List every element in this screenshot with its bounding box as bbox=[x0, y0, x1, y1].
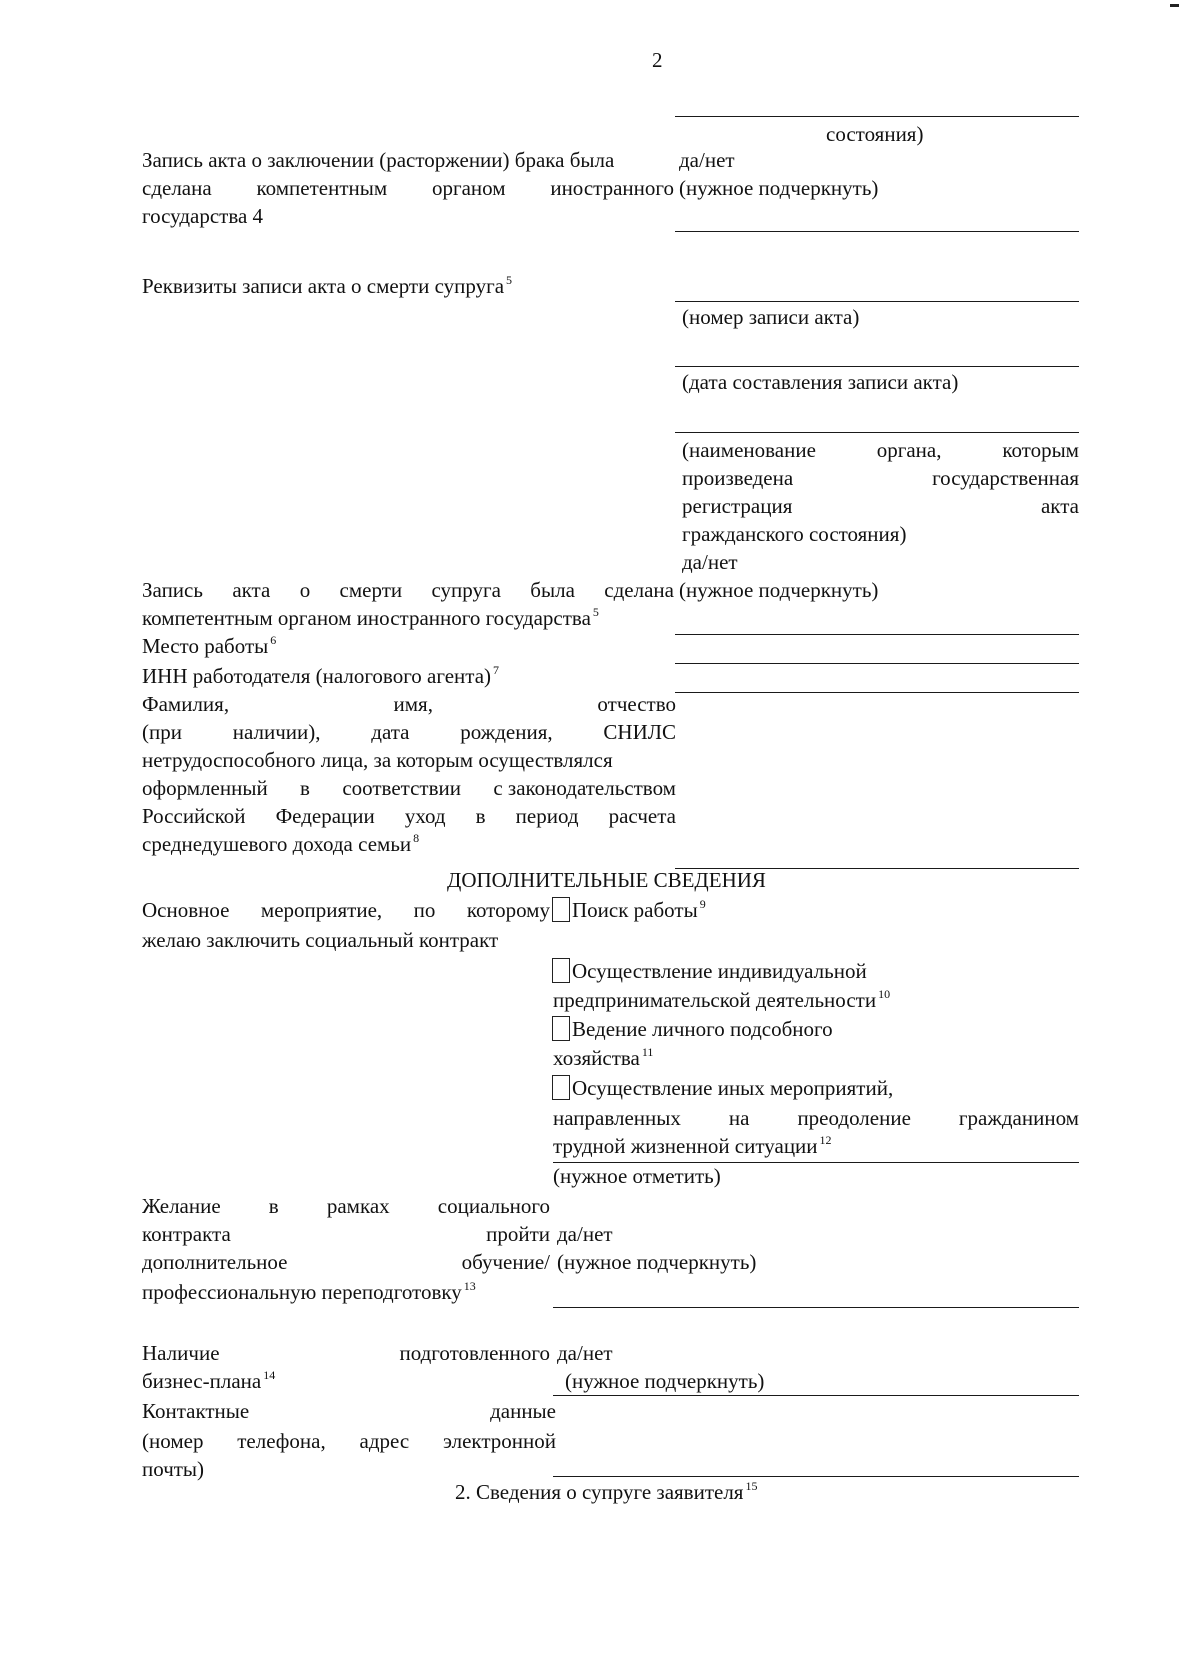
word: которым bbox=[1002, 438, 1079, 462]
word: наличии), bbox=[232, 720, 321, 744]
word: по bbox=[413, 898, 436, 922]
word: отчество bbox=[597, 692, 676, 716]
act-number-caption: (номер записи акта) bbox=[682, 305, 860, 329]
hint-text: (нужное подчеркнуть) bbox=[679, 176, 879, 200]
option-label: предпринимательской деятельности bbox=[553, 988, 877, 1012]
word: органом bbox=[431, 176, 506, 200]
authority-caption-line3 bbox=[682, 492, 1079, 521]
hint-text: (нужное отметить) bbox=[553, 1164, 721, 1188]
word: соответствии bbox=[342, 776, 461, 800]
word: регистрация bbox=[682, 494, 793, 518]
fill-line bbox=[675, 692, 1079, 693]
word: обучение/ bbox=[461, 1250, 550, 1274]
fill-line bbox=[675, 432, 1079, 433]
word: с законодательством bbox=[493, 776, 676, 800]
word: социального bbox=[437, 1194, 550, 1218]
care-person-line2 bbox=[142, 718, 676, 747]
workplace-label bbox=[142, 632, 276, 661]
word: смерти bbox=[339, 578, 403, 602]
training-line3 bbox=[142, 1248, 550, 1277]
label-text: Реквизиты записи акта о смерти супруга bbox=[142, 274, 505, 298]
option-job-search bbox=[572, 896, 706, 925]
checkbox-job-search[interactable] bbox=[552, 897, 570, 922]
heading-text: 2. Сведения о супруге заявителя bbox=[455, 1480, 744, 1504]
footnote-ref: 11 bbox=[641, 1045, 654, 1059]
marriage-foreign-line1: Запись акта о заключении (расторжении) брака была bbox=[142, 148, 615, 172]
option-entrepreneurship-line1: Осуществление индивидуальной bbox=[572, 959, 867, 983]
answer-yes-no: да/нет bbox=[557, 1222, 613, 1246]
line-text: компетентным органом иностранного государства bbox=[142, 606, 591, 630]
word: электронной bbox=[442, 1429, 556, 1453]
care-person-line4 bbox=[142, 774, 676, 803]
line-text: профессиональную переподготовку bbox=[142, 1280, 462, 1304]
checkbox-other-activities[interactable] bbox=[552, 1075, 570, 1100]
business-plan-line2 bbox=[142, 1367, 275, 1396]
business-plan-line1 bbox=[142, 1339, 550, 1368]
option-other-line3 bbox=[553, 1132, 832, 1161]
word: телефона, bbox=[237, 1429, 326, 1453]
word: (при bbox=[142, 720, 182, 744]
word: пройти bbox=[486, 1222, 550, 1246]
footnote-ref: 12 bbox=[819, 1133, 832, 1147]
fill-line bbox=[675, 663, 1079, 664]
main-activity-line2: желаю заключить социальный контракт bbox=[142, 928, 499, 952]
word: мероприятие, bbox=[260, 898, 383, 922]
word: уход bbox=[404, 804, 446, 828]
word: на bbox=[728, 1106, 750, 1130]
line-text: бизнес-плана bbox=[142, 1369, 262, 1393]
section-heading-additional: ДОПОЛНИТЕЛЬНЫЕ СВЕДЕНИЯ bbox=[447, 868, 766, 892]
word: в bbox=[300, 776, 310, 800]
footnote-ref: 8 bbox=[413, 831, 420, 845]
word: Контактные bbox=[142, 1399, 250, 1423]
word: Наличие bbox=[142, 1341, 220, 1365]
word: рамках bbox=[326, 1194, 390, 1218]
word: дополнительное bbox=[142, 1250, 288, 1274]
option-entrepreneurship-line2 bbox=[553, 986, 890, 1015]
main-activity-line1 bbox=[142, 896, 550, 925]
word: компетентным bbox=[256, 176, 388, 200]
scan-mark bbox=[1170, 4, 1179, 7]
option-label: хозяйства bbox=[553, 1046, 640, 1070]
footnote-ref: 9 bbox=[699, 897, 706, 911]
word: дата bbox=[371, 720, 410, 744]
word: акта bbox=[232, 578, 271, 602]
marriage-foreign-line2 bbox=[142, 174, 674, 203]
fill-line bbox=[553, 1395, 1079, 1396]
word: Фамилия, bbox=[142, 692, 230, 716]
word: данные bbox=[490, 1399, 556, 1423]
fill-line bbox=[553, 1307, 1079, 1308]
word: о bbox=[299, 578, 311, 602]
fill-line bbox=[675, 366, 1079, 367]
caption-text: состояния) bbox=[826, 122, 924, 146]
footnote-ref: 15 bbox=[745, 1479, 758, 1493]
checkbox-household[interactable] bbox=[552, 1016, 570, 1041]
fill-line bbox=[675, 231, 1079, 232]
word: преодоление bbox=[797, 1106, 911, 1130]
option-other-line2 bbox=[553, 1104, 1079, 1133]
footnote-ref: 13 bbox=[463, 1279, 476, 1293]
fill-line bbox=[675, 634, 1079, 635]
footnote-ref: 10 bbox=[878, 987, 891, 1001]
hint-text: (нужное подчеркнуть) bbox=[557, 1250, 757, 1274]
page-number: 2 bbox=[652, 48, 663, 72]
word: СНИЛС bbox=[603, 720, 676, 744]
option-other-line1: Осуществление иных мероприятий, bbox=[572, 1076, 894, 1100]
hint-text: (нужное подчеркнуть) bbox=[565, 1369, 765, 1393]
word: период bbox=[515, 804, 579, 828]
word: государственная bbox=[932, 466, 1079, 490]
option-label: трудной жизненной ситуации bbox=[553, 1134, 818, 1158]
line-text: среднедушевого дохода семьи bbox=[142, 832, 412, 856]
word: органа, bbox=[876, 438, 942, 462]
option-household-line2 bbox=[553, 1044, 653, 1073]
marriage-foreign-line3: государства 4 bbox=[142, 204, 264, 228]
fill-line bbox=[675, 116, 1079, 117]
care-person-line6 bbox=[142, 830, 419, 859]
word: (номер bbox=[142, 1429, 204, 1453]
fill-line bbox=[675, 301, 1079, 302]
answer-yes-no: да/нет bbox=[682, 550, 738, 574]
act-date-caption: (дата составления записи акта) bbox=[682, 370, 959, 394]
footnote-ref: 5 bbox=[592, 605, 599, 619]
word: Желание bbox=[142, 1194, 221, 1218]
word: подготовленного bbox=[399, 1341, 550, 1365]
fill-line bbox=[553, 1476, 1079, 1477]
word: Запись bbox=[142, 578, 203, 602]
label-text: Место работы bbox=[142, 634, 269, 658]
option-label: Поиск работы bbox=[572, 898, 698, 922]
checkbox-entrepreneurship[interactable] bbox=[552, 958, 570, 983]
authority-caption-line4: гражданского состояния) bbox=[682, 522, 907, 546]
employer-inn-label bbox=[142, 662, 499, 691]
section-heading-spouse bbox=[455, 1478, 757, 1507]
footnote-ref: 14 bbox=[263, 1368, 276, 1382]
word: рождения, bbox=[460, 720, 553, 744]
word: контракта bbox=[142, 1222, 231, 1246]
death-foreign-line1 bbox=[142, 576, 674, 605]
word: сделана bbox=[142, 176, 212, 200]
care-person-line1 bbox=[142, 690, 676, 719]
word: Российской bbox=[142, 804, 246, 828]
word: иностранного bbox=[550, 176, 674, 200]
training-line4 bbox=[142, 1278, 476, 1307]
care-person-line5 bbox=[142, 802, 676, 831]
contacts-line3: почты) bbox=[142, 1457, 205, 1481]
training-line2 bbox=[142, 1220, 550, 1249]
word: адрес bbox=[359, 1429, 410, 1453]
authority-caption-line2 bbox=[682, 464, 1079, 493]
word: супруга bbox=[431, 578, 501, 602]
word: Основное bbox=[142, 898, 230, 922]
word: акта bbox=[1040, 494, 1079, 518]
word: сделана bbox=[604, 578, 674, 602]
answer-yes-no: да/нет bbox=[679, 148, 735, 172]
word: в bbox=[475, 804, 486, 828]
death-record-label bbox=[142, 272, 512, 301]
footnote-ref: 5 bbox=[506, 273, 513, 287]
footnote-ref: 7 bbox=[493, 663, 500, 677]
word: гражданином bbox=[958, 1106, 1079, 1130]
word: была bbox=[530, 578, 575, 602]
authority-caption-line1 bbox=[682, 436, 1079, 465]
contacts-line2 bbox=[142, 1427, 556, 1456]
option-household-line1: Ведение личного подсобного bbox=[572, 1017, 833, 1041]
footnote-ref: 6 bbox=[270, 633, 277, 647]
word: оформленный bbox=[142, 776, 268, 800]
death-foreign-line2 bbox=[142, 604, 599, 633]
contacts-line1 bbox=[142, 1397, 556, 1426]
answer-yes-no: да/нет bbox=[557, 1341, 613, 1365]
training-line1 bbox=[142, 1192, 550, 1221]
care-person-line3: нетрудоспособного лица, за которым осуществлялся bbox=[142, 748, 613, 772]
word: в bbox=[268, 1194, 279, 1218]
word: которому bbox=[466, 898, 550, 922]
word: (наименование bbox=[682, 438, 816, 462]
word: имя, bbox=[393, 692, 433, 716]
word: направленных bbox=[553, 1106, 681, 1130]
word: расчета bbox=[608, 804, 676, 828]
word: Федерации bbox=[275, 804, 375, 828]
label-text: ИНН работодателя (налогового агента) bbox=[142, 664, 492, 688]
word: произведена bbox=[682, 466, 794, 490]
hint-text: (нужное подчеркнуть) bbox=[679, 578, 879, 602]
